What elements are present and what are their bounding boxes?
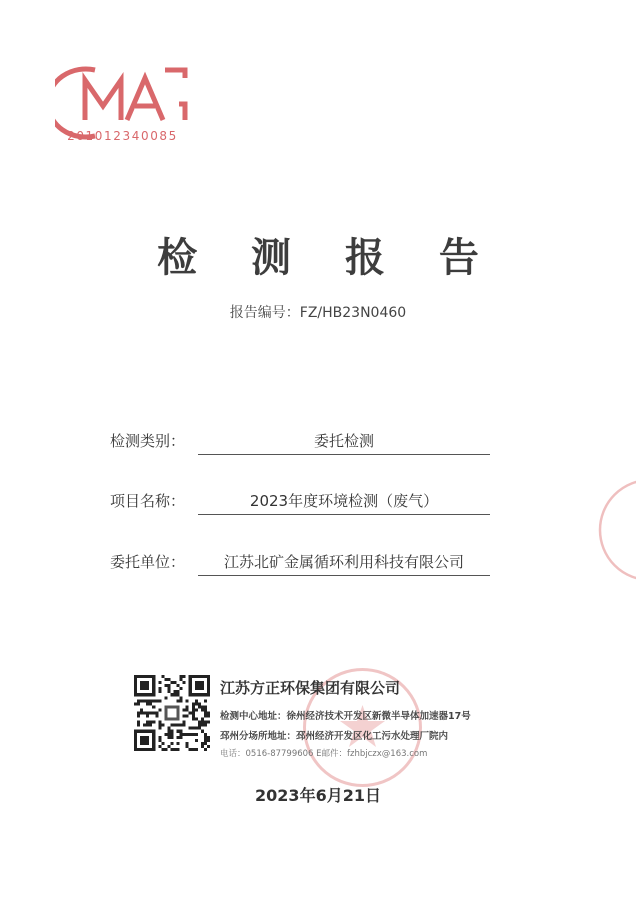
report-date: 2023年6月21日: [255, 786, 381, 805]
report-number-value: FZ/HB23N0460: [299, 305, 407, 321]
contact-info: 电话：0516-87799606 E邮件：fzhbjczx@163.com: [220, 749, 428, 759]
report-number-label: 报告编号：: [229, 305, 300, 321]
side-seal-icon: [595, 475, 636, 585]
field-value-project: 2023年度环境检测（废气）: [249, 492, 439, 510]
document-title: 检 测 报 告: [157, 235, 499, 281]
field-label-client: 委托单位：: [110, 553, 186, 571]
cma-certificate-number: 201012340085: [67, 129, 178, 143]
field-label-project: 项目名称：: [110, 492, 186, 510]
field-label-category: 检测类别：: [110, 432, 186, 450]
field-underline: [198, 575, 490, 576]
cma-logo-letters: MA: [55, 58, 57, 59]
field-underline: [198, 454, 490, 455]
branch-address: 邳州分场所地址：邳州经济开发区化工污水处理厂院内: [220, 731, 449, 742]
field-row-project: [110, 485, 490, 515]
field-value-category: 委托检测: [313, 432, 374, 450]
field-row-client: [110, 546, 490, 576]
qr-code-icon: [134, 675, 210, 751]
field-value-client: 江苏北矿金属循环利用科技有限公司: [223, 553, 464, 571]
field-row-category: [110, 425, 490, 455]
report-number-row: [0, 302, 636, 322]
testing-center-address: 检测中心地址：徐州经济技术开发区新微半导体加速器17号: [220, 711, 471, 722]
company-name: 江苏方正环保集团有限公司: [220, 679, 401, 697]
field-underline: [198, 514, 490, 515]
